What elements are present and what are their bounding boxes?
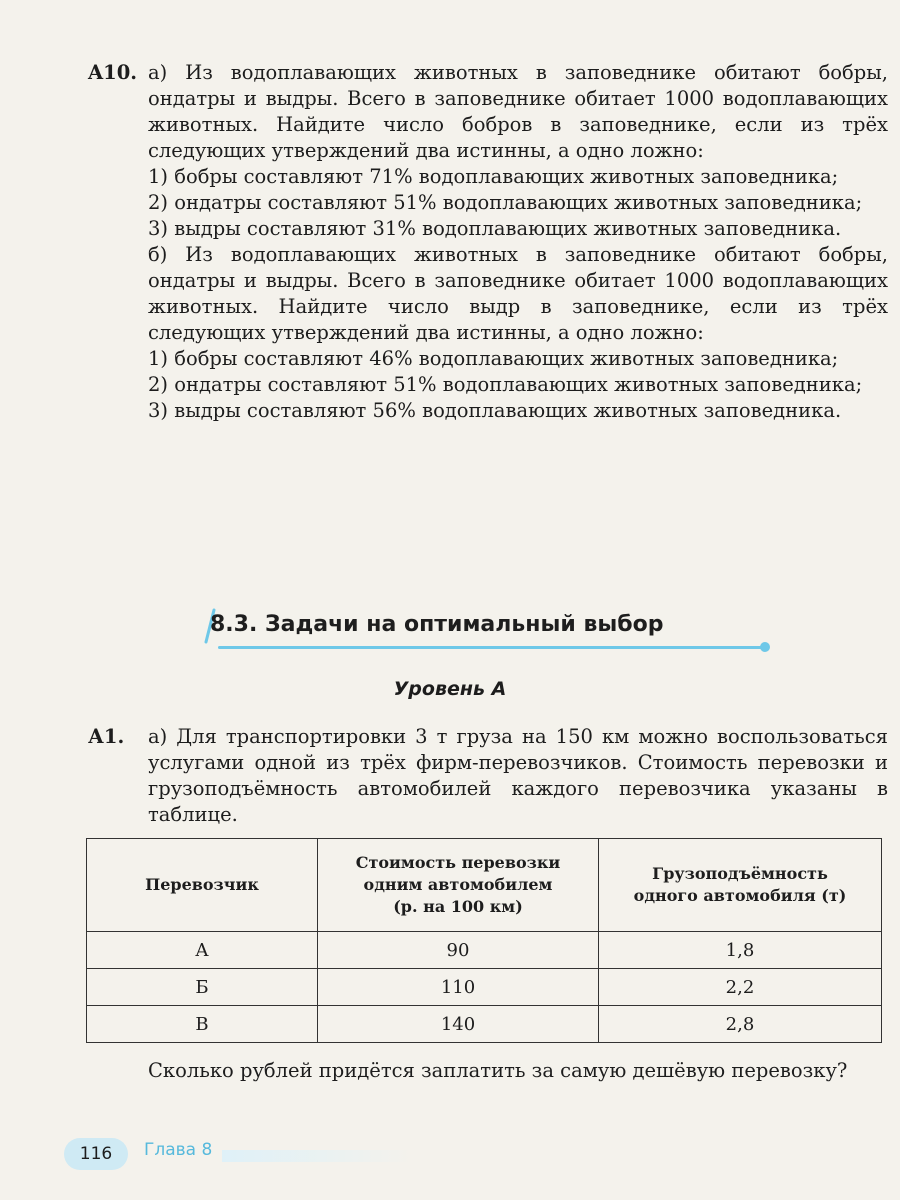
problem-number: А1.: [88, 725, 125, 748]
cell-cost: 110: [318, 969, 599, 1006]
statement-1: 1) бобры составляют 71% водоплавающих животных заповедника;: [148, 165, 839, 188]
carriers-table: [86, 838, 882, 1043]
section-underline: [218, 646, 766, 649]
section-underline-dot: [760, 642, 770, 652]
problem-a1-text: а) Для транспортировки 3 т груза на 150 км можно воспользоваться услугами одной из трёх фирм-перевозчиков. Стоимость перевозки и грузоподъёмность автомобилей каждого перевозчика указаны в таблице.: [148, 725, 888, 826]
chapter-label: Глава 8: [144, 1140, 213, 1160]
problem-a10: [88, 60, 888, 424]
problem-a1: [88, 724, 888, 828]
cell-capacity: 1,8: [599, 932, 882, 969]
cell-cost: 140: [318, 1006, 599, 1043]
problem-number: A10.: [88, 61, 138, 84]
table-row: [87, 1006, 882, 1043]
table-row: [87, 932, 882, 969]
header-cost-line: (р. на 100 км): [393, 897, 523, 916]
statement-2: 2) ондатры составляют 51% водоплавающих животных заповедника;: [148, 373, 863, 396]
problem-a1-question-block: [88, 1058, 888, 1084]
header-cost-line: одним автомобилем: [363, 875, 553, 894]
header-capacity-line: Грузоподъёмность: [652, 864, 828, 883]
statement-1: 1) бобры составляют 46% водоплавающих животных заповедника;: [148, 347, 839, 370]
footer-decoration: [222, 1150, 412, 1162]
cell-cost: 90: [318, 932, 599, 969]
page-number: 116: [64, 1138, 128, 1170]
statement-2: 2) ондатры составляют 51% водоплавающих животных заповедника;: [148, 191, 863, 214]
cell-carrier: А: [87, 932, 318, 969]
problem-a10-part-b: б) Из водоплавающих животных в заповеднике обитают бобры, ондатры и выдры. Всего в заповеднике обитает 1000 водоплавающих животных. Найдите число выдр в заповеднике, если из трёх следующих утверждений два истинны, а одно ложно:: [148, 243, 888, 344]
header-carrier: Перевозчик: [87, 839, 318, 932]
cell-capacity: 2,2: [599, 969, 882, 1006]
level-heading: Уровень А: [393, 678, 507, 700]
cell-carrier: Б: [87, 969, 318, 1006]
section-title: 8.3. Задачи на оптимальный выбор: [210, 612, 664, 637]
statement-3: 3) выдры составляют 31% водоплавающих животных заповедника.: [148, 217, 842, 240]
header-capacity-line: одного автомобиля (т): [633, 886, 847, 905]
table-row: [87, 969, 882, 1006]
problem-a10-part-a: а) Из водоплавающих животных в заповеднике обитают бобры, ондатры и выдры. Всего в заповеднике обитает 1000 водоплавающих животных. Найдите число бобров в заповеднике, если из трёх следующих утверждений два истинны, а одно ложно:: [148, 61, 888, 162]
table-header-row: [87, 839, 882, 932]
statement-3: 3) выдры составляют 56% водоплавающих животных заповедника.: [148, 399, 842, 422]
cell-capacity: 2,8: [599, 1006, 882, 1043]
cell-carrier: В: [87, 1006, 318, 1043]
problem-a1-question: Сколько рублей придётся заплатить за самую дешёвую перевозку?: [148, 1059, 848, 1082]
header-cost-line: Стоимость перевозки: [355, 853, 561, 872]
header-capacity: [599, 839, 882, 932]
header-cost: [318, 839, 599, 932]
